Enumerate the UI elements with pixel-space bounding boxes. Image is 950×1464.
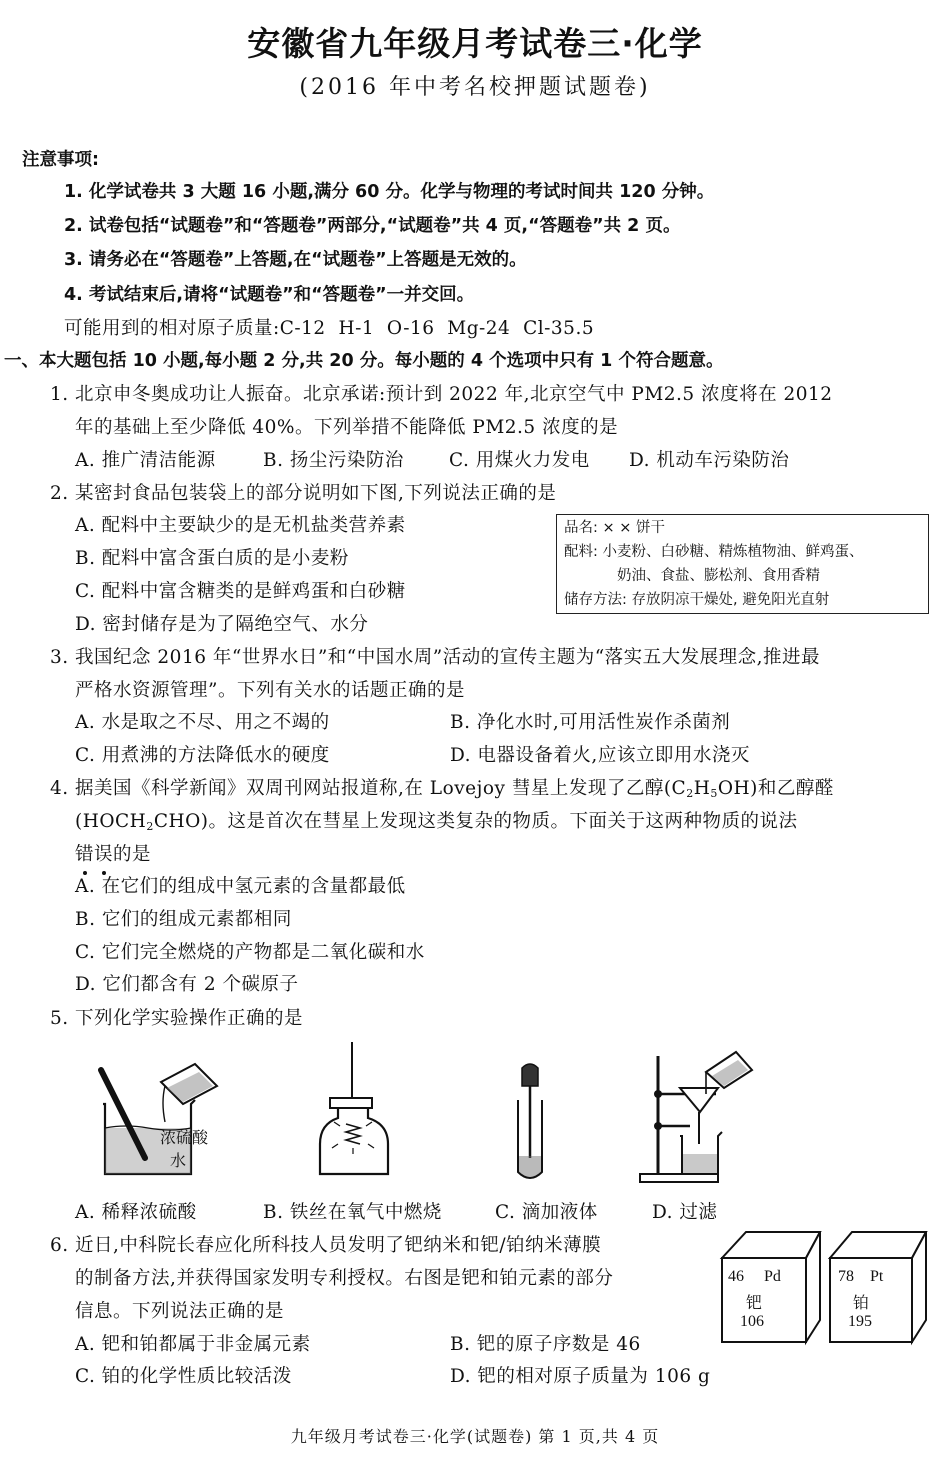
food-label-ingredients: 配料: 小麦粉、白砂糖、精炼植物油、鲜鸡蛋、	[564, 544, 864, 560]
q4-stem-line2: $(HOCH_2CHO)$。这是首次在彗星上发现这类复杂的物质。下面关于这两种物质的说法	[75, 811, 798, 833]
emphasis-char: 误	[94, 840, 113, 866]
q5-option-d: D. 过滤	[652, 1202, 718, 1223]
fig-dropper	[500, 1060, 560, 1185]
q3-stem-line1: 3. 我国纪念 2016 年“世界水日”和“中国水周”活动的宣传主题为“落实五大发展理念,推进最	[50, 647, 821, 668]
pd-symbol: Pd	[764, 1268, 781, 1285]
pt-name: 铂	[853, 1295, 870, 1312]
element-tile-pd-frame	[718, 1228, 823, 1346]
q6-stem-line1: 6. 近日,中科院长春应化所科技人员发明了钯纳米和钯/铂纳米薄膜	[50, 1235, 602, 1256]
q3-option-b: B. 净化水时,可用活性炭作杀菌剂	[450, 712, 731, 733]
fig-filtration	[632, 1040, 757, 1185]
notes-heading: 注意事项:	[22, 150, 99, 170]
q6-option-d: D. 钯的相对原子质量为 106 g	[450, 1366, 711, 1387]
q3-option-a: A. 水是取之不尽、用之不竭的	[75, 712, 330, 733]
pt-atomic-mass: 195	[848, 1313, 872, 1330]
fig-label-water: 水	[170, 1151, 187, 1170]
atomic-masses: 可能用到的相对原子质量:C-12 H-1 O-16 Mg-24 Cl-35.5	[64, 318, 595, 339]
note-item-3: 3. 请务必在“答题卷”上答题,在“试题卷”上答题是无效的。	[64, 250, 527, 270]
q1-option-c: C. 用煤火力发电	[449, 450, 590, 471]
q2-option-a: A. 配料中主要缺少的是无机盐类营养素	[75, 515, 406, 536]
q2-option-c: C. 配料中富含糖类的是鲜鸡蛋和白砂糖	[75, 581, 406, 602]
q6-stem-line3: 信息。下列说法正确的是	[75, 1301, 285, 1322]
note-item-2: 2. 试卷包括“试题卷”和“答题卷”两部分,“试题卷”共 4 页,“答题卷”共 2 页。	[64, 216, 681, 236]
q1-stem-line2: 年的基础上至少降低 40%。下列举措不能降低 PM2.5 浓度的是	[75, 417, 619, 438]
q3-stem-line2: 严格水资源管理”。下列有关水的话题正确的是	[75, 680, 465, 701]
q6-option-b: B. 钯的原子序数是 46	[450, 1334, 641, 1355]
fig-iron-burning	[310, 1040, 400, 1180]
q3-option-d: D. 电器设备着火,应该立即用水浇灭	[450, 745, 750, 766]
pt-atomic-number: 78	[838, 1268, 854, 1285]
food-label-storage: 储存方法: 存放阴凉干燥处, 避免阳光直射	[564, 592, 830, 608]
q5-option-c: C. 滴加液体	[495, 1202, 598, 1223]
q4-stem-line3: 错误的是	[75, 840, 151, 866]
food-label-ingredients-cont: 奶油、食盐、膨松剂、食用香精	[617, 568, 820, 584]
q1-option-d: D. 机动车污染防治	[629, 450, 790, 471]
q4-stem-line1: 4. 据美国《科学新闻》双周刊网站报道称,在 Lovejoy 彗星上发现了乙醇$(C_2H_5OH)$和乙醇醛	[50, 778, 834, 800]
q6-option-a: A. 钯和铂都属于非金属元素	[75, 1334, 311, 1355]
food-label-box	[556, 514, 929, 614]
pd-atomic-mass: 106	[740, 1313, 764, 1330]
pd-atomic-number: 46	[728, 1268, 744, 1285]
q5-option-b: B. 铁丝在氧气中燃烧	[263, 1202, 442, 1223]
q1-option-a: A. 推广清洁能源	[75, 450, 216, 471]
note-item-4: 4. 考试结束后,请将“试题卷”和“答题卷”一并交回。	[64, 285, 475, 305]
q2-option-b: B. 配料中富含蛋白质的是小麦粉	[75, 548, 349, 569]
fig-dilute-acid	[95, 1042, 225, 1182]
q1-stem-line1: 1. 北京申冬奥成功让人振奋。北京承诺:预计到 2022 年,北京空气中 PM2.5 浓度将在 2012	[50, 384, 833, 405]
q2-stem: 2. 某密封食品包装袋上的部分说明如下图,下列说法正确的是	[50, 483, 557, 504]
emphasis-char: 错	[75, 840, 94, 866]
q6-stem-line2: 的制备方法,并获得国家发明专利授权。右图是钯和铂元素的部分	[75, 1268, 614, 1289]
q3-option-c: C. 用煮沸的方法降低水的硬度	[75, 745, 330, 766]
page-footer: 九年级月考试卷三·化学(试题卷) 第 1 页,共 4 页	[290, 1427, 660, 1446]
pt-symbol: Pt	[870, 1268, 884, 1285]
q6-option-c: C. 铂的化学性质比较活泼	[75, 1366, 292, 1387]
q4-option-b: B. 它们的组成元素都相同	[75, 909, 292, 930]
pd-name: 钯	[746, 1295, 763, 1312]
q2-option-d: D. 密封储存是为了隔绝空气、水分	[75, 614, 369, 635]
element-tile-pt-frame	[826, 1228, 931, 1346]
q5-stem: 5. 下列化学实验操作正确的是	[50, 1008, 304, 1029]
page-subtitle: (2016 年中考名校押题试题卷)	[299, 75, 651, 100]
q5-option-a: A. 稀释浓硫酸	[75, 1202, 197, 1223]
q4-option-a: A. 在它们的组成中氢元素的含量都最低	[75, 876, 406, 897]
fig-label-acid: 浓硫酸	[160, 1128, 209, 1147]
q4-option-d: D. 它们都含有 2 个碳原子	[75, 974, 299, 995]
section-heading: 一、本大题包括 10 小题,每小题 2 分,共 20 分。每小题的 4 个选项中只有 1 个符合题意。	[4, 351, 724, 371]
q1-option-b: B. 扬尘污染防治	[263, 450, 404, 471]
q4-option-c: C. 它们完全燃烧的产物都是二氧化碳和水	[75, 942, 425, 963]
food-label-name: 品名: × × 饼干	[564, 520, 666, 536]
page-title: 安徽省九年级月考试卷三·化学	[247, 24, 703, 63]
note-item-1: 1. 化学试卷共 3 大题 16 小题,满分 60 分。化学与物理的考试时间共 120 分钟。	[64, 182, 715, 202]
